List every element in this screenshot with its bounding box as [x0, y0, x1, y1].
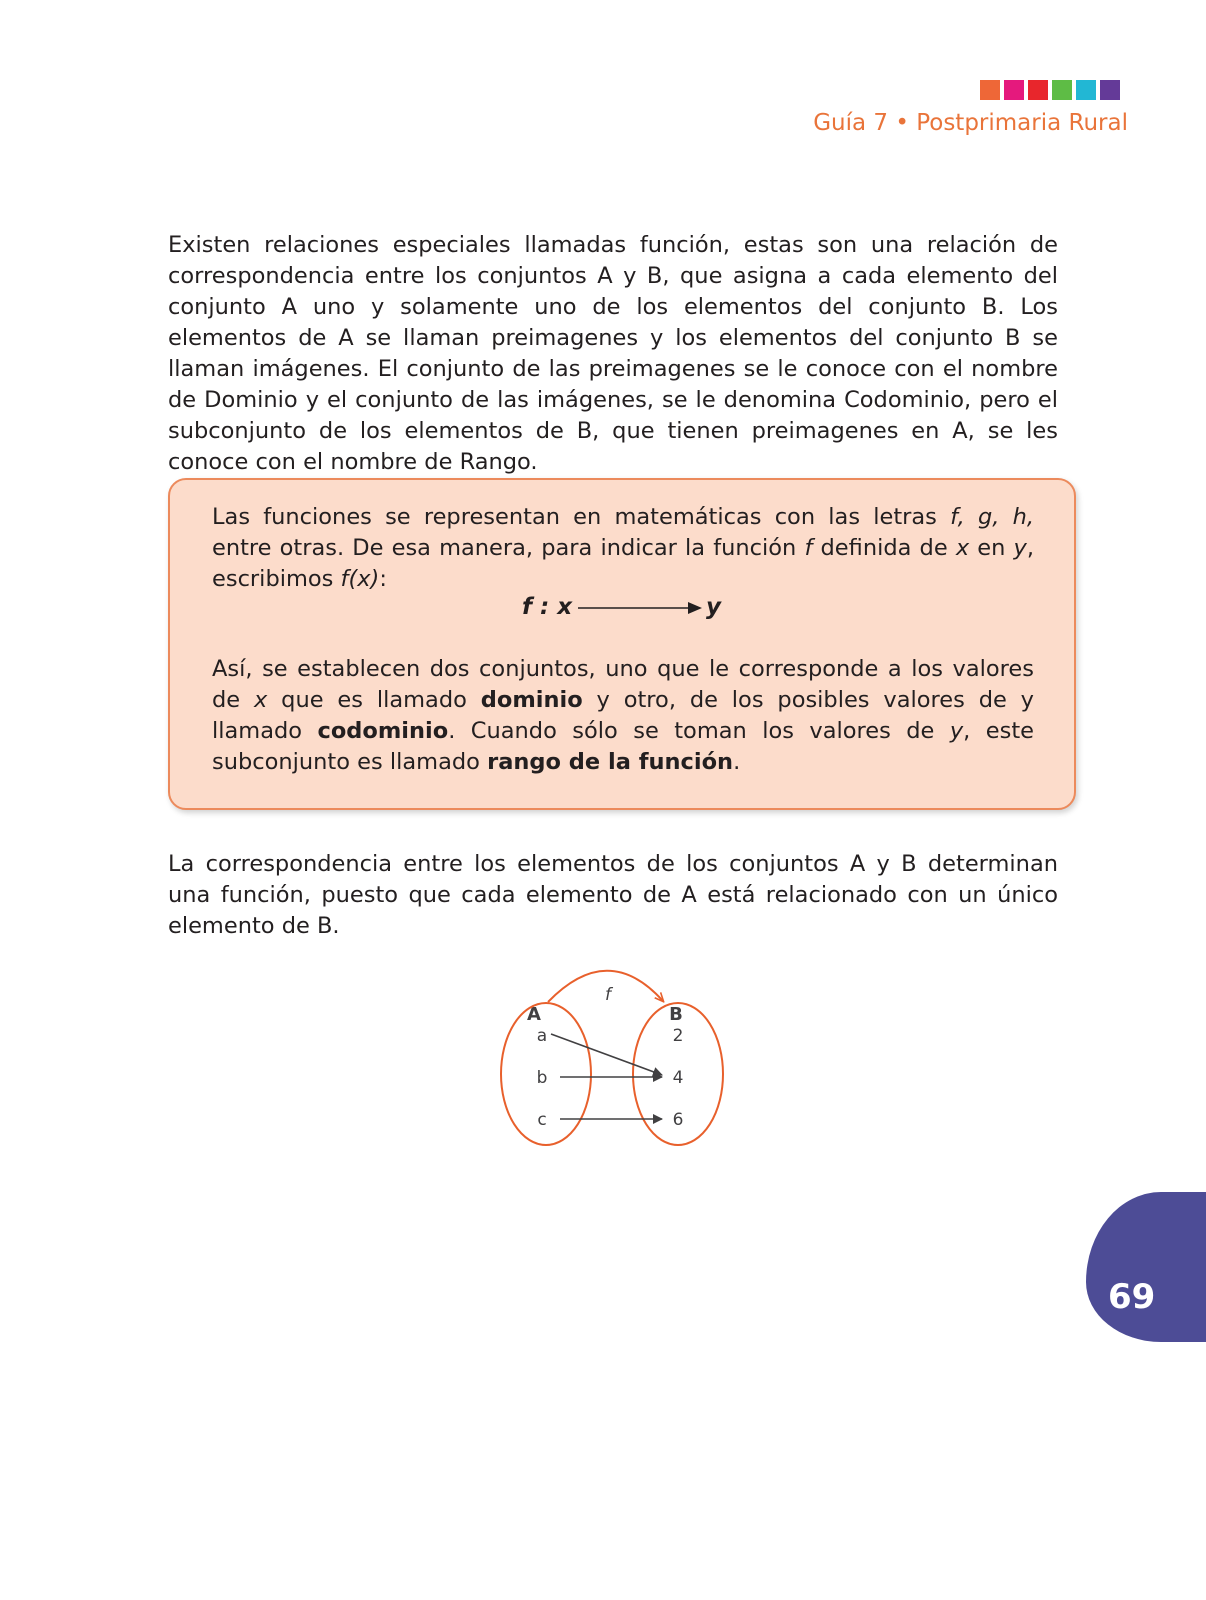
element-c: c — [537, 1110, 547, 1130]
function-notation — [522, 594, 721, 620]
text-run: en — [969, 535, 1014, 561]
notation-left: f : x — [522, 594, 573, 620]
text-run: que es llamado — [267, 687, 481, 713]
var-fx: f(x) — [340, 566, 380, 592]
var-y: y — [1013, 535, 1027, 561]
color-square-orange — [980, 80, 1000, 100]
arrow-a-to-4 — [551, 1034, 662, 1075]
header-title: Guía 7 • Postprimaria Rural — [813, 110, 1128, 136]
color-square-cyan — [1076, 80, 1096, 100]
var-f: f — [804, 535, 813, 561]
text-run: definida de — [812, 535, 956, 561]
term-codominio: codominio — [317, 718, 449, 744]
color-square-purple — [1100, 80, 1120, 100]
text-run: . — [733, 749, 741, 775]
conclusion-paragraph: La correspondencia entre los elementos de los conjuntos A y B determinan una función, puesto que cada elemento de A está relacionado con un único elemento de B. — [168, 851, 1058, 939]
text-run: , este subconjunto es llamado — [212, 718, 1034, 775]
definition-box — [168, 478, 1076, 810]
function-letters: f, g, h, — [950, 504, 1034, 530]
var-x: x — [955, 535, 970, 561]
var-y: y — [949, 718, 964, 744]
text-run: . Cuando sólo se toman los valores de — [448, 718, 950, 744]
color-squares — [980, 80, 1120, 100]
function-label: f — [605, 985, 611, 1005]
notation-right: y — [706, 594, 721, 620]
notation-paragraph — [212, 502, 1034, 595]
sets-paragraph — [212, 654, 1034, 778]
element-2: 2 — [672, 1026, 684, 1046]
text-run: y otro, de los posibles valores de y llamado — [212, 687, 1034, 744]
color-square-red — [1028, 80, 1048, 100]
var-x: x — [253, 687, 268, 713]
function-diagram — [480, 940, 740, 1150]
element-4: 4 — [672, 1068, 684, 1088]
intro-paragraph: Existen relaciones especiales llamadas función, estas son una relación de correspondencia entre los conjuntos A y B, que asigna a cada elemento del conjunto A uno y solamente uno de los elementos del conjunto B. Los elementos de A se llaman preimagenes y los elementos del conjunto B se llaman imágenes. El conjunto de las preimagenes se le conoce con el nombre de Dominio y el conjunto de las imágenes, se le denomina Codominio, pero el subconjunto de los elementos de B, que tienen preimagenes en A, se les conoce con el nombre de Rango. — [168, 232, 1058, 475]
color-square-magenta — [1004, 80, 1024, 100]
term-dominio: dominio — [480, 687, 583, 713]
element-6: 6 — [672, 1110, 684, 1130]
page-number-badge — [1086, 1192, 1206, 1342]
text-run: Así, se establecen dos conjuntos, uno que le corresponde a los valores de — [212, 656, 1034, 713]
text-run: , escribimos — [212, 535, 1034, 592]
set-a-label: A — [527, 1004, 541, 1025]
term-rango: rango de la función — [487, 749, 734, 775]
page-number: 69 — [1108, 1277, 1156, 1317]
set-b-label: B — [669, 1004, 683, 1025]
element-b: b — [536, 1068, 548, 1088]
text-run: : — [379, 566, 387, 592]
mapping-arrow-icon — [578, 596, 702, 620]
element-a: a — [536, 1026, 548, 1046]
text-run: entre otras. De esa manera, para indicar la función — [212, 535, 805, 561]
color-square-green — [1052, 80, 1072, 100]
text-run: Las funciones se representan en matemáticas con las letras — [212, 504, 951, 530]
